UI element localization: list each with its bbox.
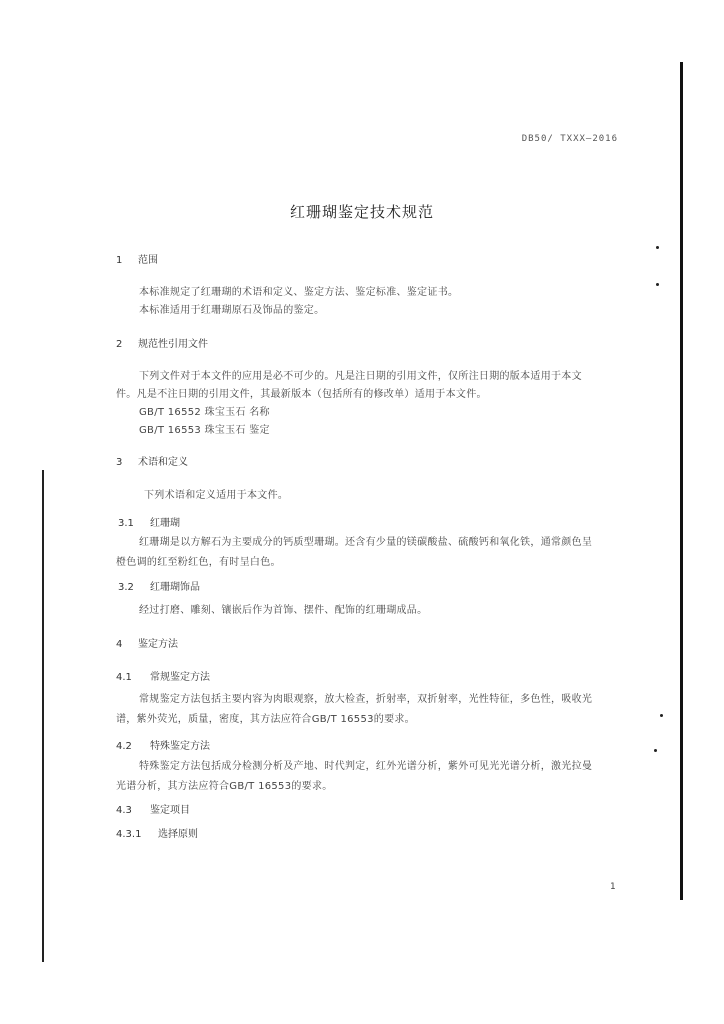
paragraph: 件。凡是不注日期的引用文件，其最新版本（包括所有的修改单）适用于本文件。 bbox=[116, 389, 487, 400]
section-number: 4.3 bbox=[116, 805, 132, 816]
section-number: 4.2 bbox=[116, 741, 132, 752]
document-code: DB50/ TXXX—2016 bbox=[521, 134, 618, 144]
section-title: 范围 bbox=[138, 255, 158, 266]
paragraph: 光谱分析，其方法应符合GB/T 16553的要求。 bbox=[116, 781, 333, 792]
section-title: 特殊鉴定方法 bbox=[150, 741, 210, 752]
section-3-2-heading bbox=[118, 578, 200, 593]
section-number: 3 bbox=[116, 457, 123, 468]
section-title: 规范性引用文件 bbox=[138, 339, 208, 350]
paragraph: 经过打磨、雕刻、镶嵌后作为首饰、摆件、配饰的红珊瑚成品。 bbox=[139, 605, 428, 616]
section-1-heading bbox=[116, 251, 158, 266]
scan-speck bbox=[656, 283, 659, 286]
reference-item: GB/T 16552 珠宝玉石 名称 bbox=[139, 407, 270, 418]
paragraph: 常规鉴定方法包括主要内容为肉眼观察，放大检查，折射率，双折射率，光性特征，多色性，吸收光 bbox=[139, 694, 593, 705]
section-title: 常规鉴定方法 bbox=[150, 672, 210, 683]
paragraph: 下列文件对于本文件的应用是必不可少的。凡是注日期的引用文件，仅所注日期的版本适用于本文 bbox=[139, 371, 582, 382]
scan-speck bbox=[654, 749, 657, 752]
section-title: 红珊瑚 bbox=[150, 518, 180, 529]
section-3-1-heading bbox=[118, 514, 180, 529]
paragraph: 特殊鉴定方法包括成分检测分析及产地、时代判定，红外光谱分析，紫外可见光光谱分析，激光拉曼 bbox=[139, 761, 593, 772]
reference-item: GB/T 16553 珠宝玉石 鉴定 bbox=[139, 425, 270, 436]
section-4-1-heading bbox=[116, 668, 210, 683]
section-4-3-heading bbox=[116, 801, 190, 816]
scan-edge-left bbox=[42, 470, 44, 962]
page-number: 1 bbox=[610, 882, 616, 892]
section-number: 3.2 bbox=[118, 582, 134, 593]
scan-speck bbox=[656, 246, 659, 249]
scan-edge-right bbox=[680, 62, 683, 900]
section-title: 选择原则 bbox=[158, 829, 198, 840]
section-title: 鉴定方法 bbox=[138, 639, 178, 650]
section-number: 2 bbox=[116, 339, 123, 350]
paragraph: 本标准适用于红珊瑚原石及饰品的鉴定。 bbox=[139, 305, 325, 316]
section-4-2-heading bbox=[116, 737, 210, 752]
section-title: 鉴定项目 bbox=[150, 805, 190, 816]
section-4-heading bbox=[116, 635, 178, 650]
paragraph: 本标准规定了红珊瑚的术语和定义、鉴定方法、鉴定标准、鉴定证书。 bbox=[139, 287, 459, 298]
paragraph: 红珊瑚是以方解石为主要成分的钙质型珊瑚。还含有少量的镁碳酸盐、硫酸钙和氧化铁，通常颜色呈 bbox=[139, 537, 593, 548]
section-title: 红珊瑚饰品 bbox=[150, 582, 200, 593]
section-3-heading bbox=[116, 453, 188, 468]
section-4-3-1-heading bbox=[116, 825, 198, 840]
section-2-heading bbox=[116, 335, 208, 350]
paragraph: 谱，紫外荧光，质量，密度，其方法应符合GB/T 16553的要求。 bbox=[116, 714, 415, 725]
paragraph: 下列术语和定义适用于本文件。 bbox=[144, 490, 289, 501]
section-number: 4.1 bbox=[116, 672, 132, 683]
section-number: 3.1 bbox=[118, 518, 134, 529]
paragraph: 橙色调的红至粉红色，有时呈白色。 bbox=[116, 557, 281, 568]
section-number: 1 bbox=[116, 255, 123, 266]
section-number: 4.3.1 bbox=[116, 829, 142, 840]
section-number: 4 bbox=[116, 639, 123, 650]
document-title: 红珊瑚鉴定技术规范 bbox=[289, 203, 434, 221]
scan-speck bbox=[660, 714, 663, 717]
section-title: 术语和定义 bbox=[138, 457, 188, 468]
